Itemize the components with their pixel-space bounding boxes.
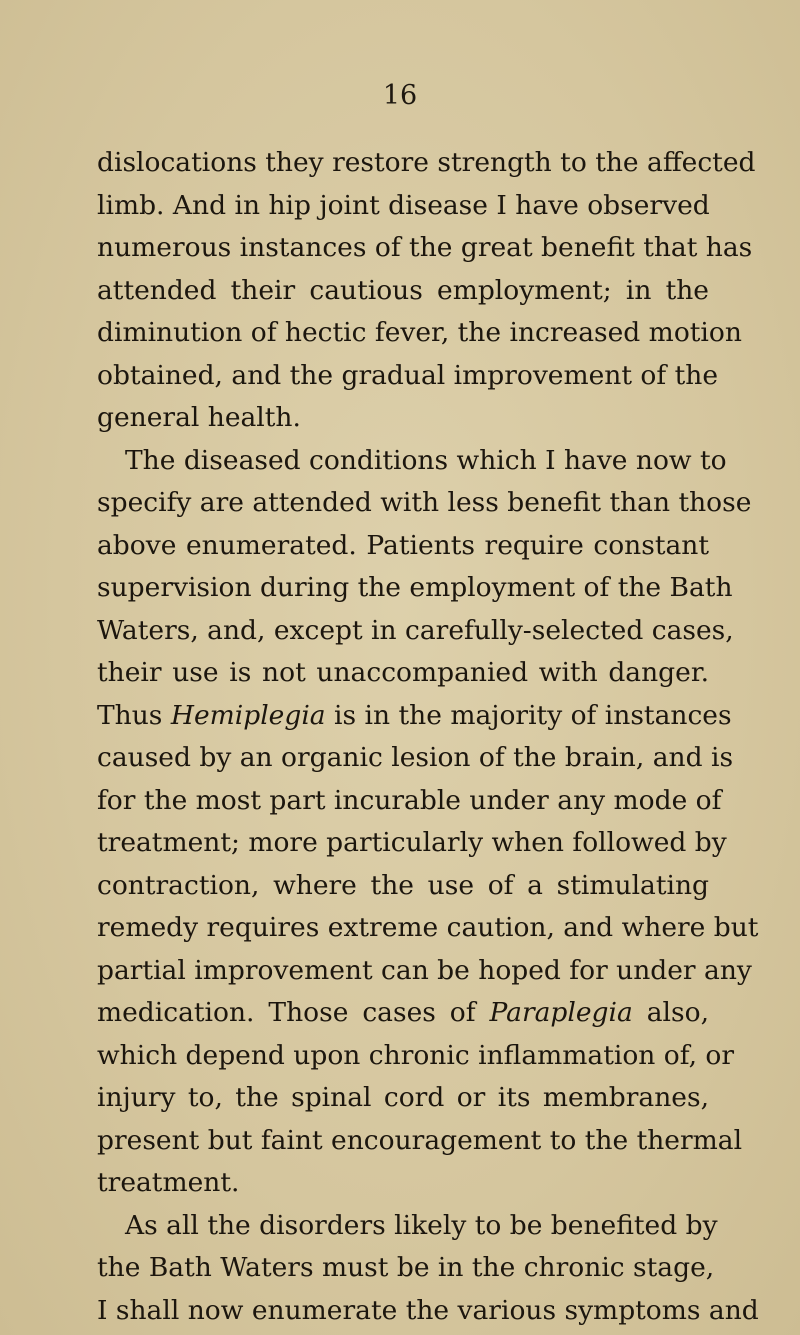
text-segment: is in the majority of instances: [325, 699, 732, 731]
text-line: attended their cautious employment; in the: [97, 274, 709, 306]
italic-term: Paraplegia: [489, 997, 633, 1028]
text-line: the Bath Waters must be in the chronic stage,: [97, 1252, 715, 1283]
text-line: contraction, where the use of a stimulating: [97, 869, 709, 901]
text-segment: also,: [632, 997, 709, 1028]
italic-term: Hemiplegia: [170, 699, 326, 731]
text-line: treatment.: [97, 1167, 240, 1198]
text-line: which depend upon chronic inflammation of, or: [97, 1039, 735, 1071]
text-line: The diseased conditions which I have now to: [125, 444, 727, 476]
text-line: treatment; more particularly when followed by: [97, 827, 727, 858]
text-line: their use is not unaccompanied with danger.: [97, 657, 709, 688]
text-line: specify are attended with less benefit than those: [97, 487, 752, 518]
text-line: I shall now enumerate the various symptoms and: [97, 1294, 759, 1326]
text-line: caused by an organic lesion of the brain, and is: [97, 742, 734, 773]
text-line: partial improvement can be hoped for under any: [97, 954, 752, 986]
text-line: remedy requires extreme caution, and where but: [97, 912, 759, 943]
text-line: [97, 992, 709, 1035]
text-line: obtained, and the gradual improvement of the: [97, 359, 719, 391]
text-line: As all the disorders likely to be benefited by: [125, 1209, 718, 1241]
text-line: supervision during the employment of the Bath: [97, 572, 733, 603]
page-number: 16: [382, 80, 418, 111]
text-line: injury to, the spinal cord or its membranes,: [97, 1082, 709, 1113]
text-line: general health.: [97, 402, 301, 433]
text-line: present but faint encouragement to the thermal: [97, 1124, 743, 1156]
body-text: [97, 142, 759, 1332]
text-line: above enumerated. Patients require constant: [97, 529, 709, 561]
text-line: [97, 695, 732, 738]
text-line: dislocations they restore strength to the affected: [97, 147, 756, 178]
text-line: for the most part incurable under any mode of: [97, 784, 722, 816]
text-line: Waters, and, except in carefully-selected cases,: [97, 614, 734, 646]
text-segment: Thus: [97, 699, 171, 731]
text-segment: medication. Those cases of: [97, 997, 490, 1028]
text-line: limb. And in hip joint disease I have observed: [97, 189, 710, 221]
text-line: diminution of hectic fever, the increased motion: [97, 317, 742, 348]
text-line: numerous instances of the great benefit that has: [97, 232, 753, 263]
